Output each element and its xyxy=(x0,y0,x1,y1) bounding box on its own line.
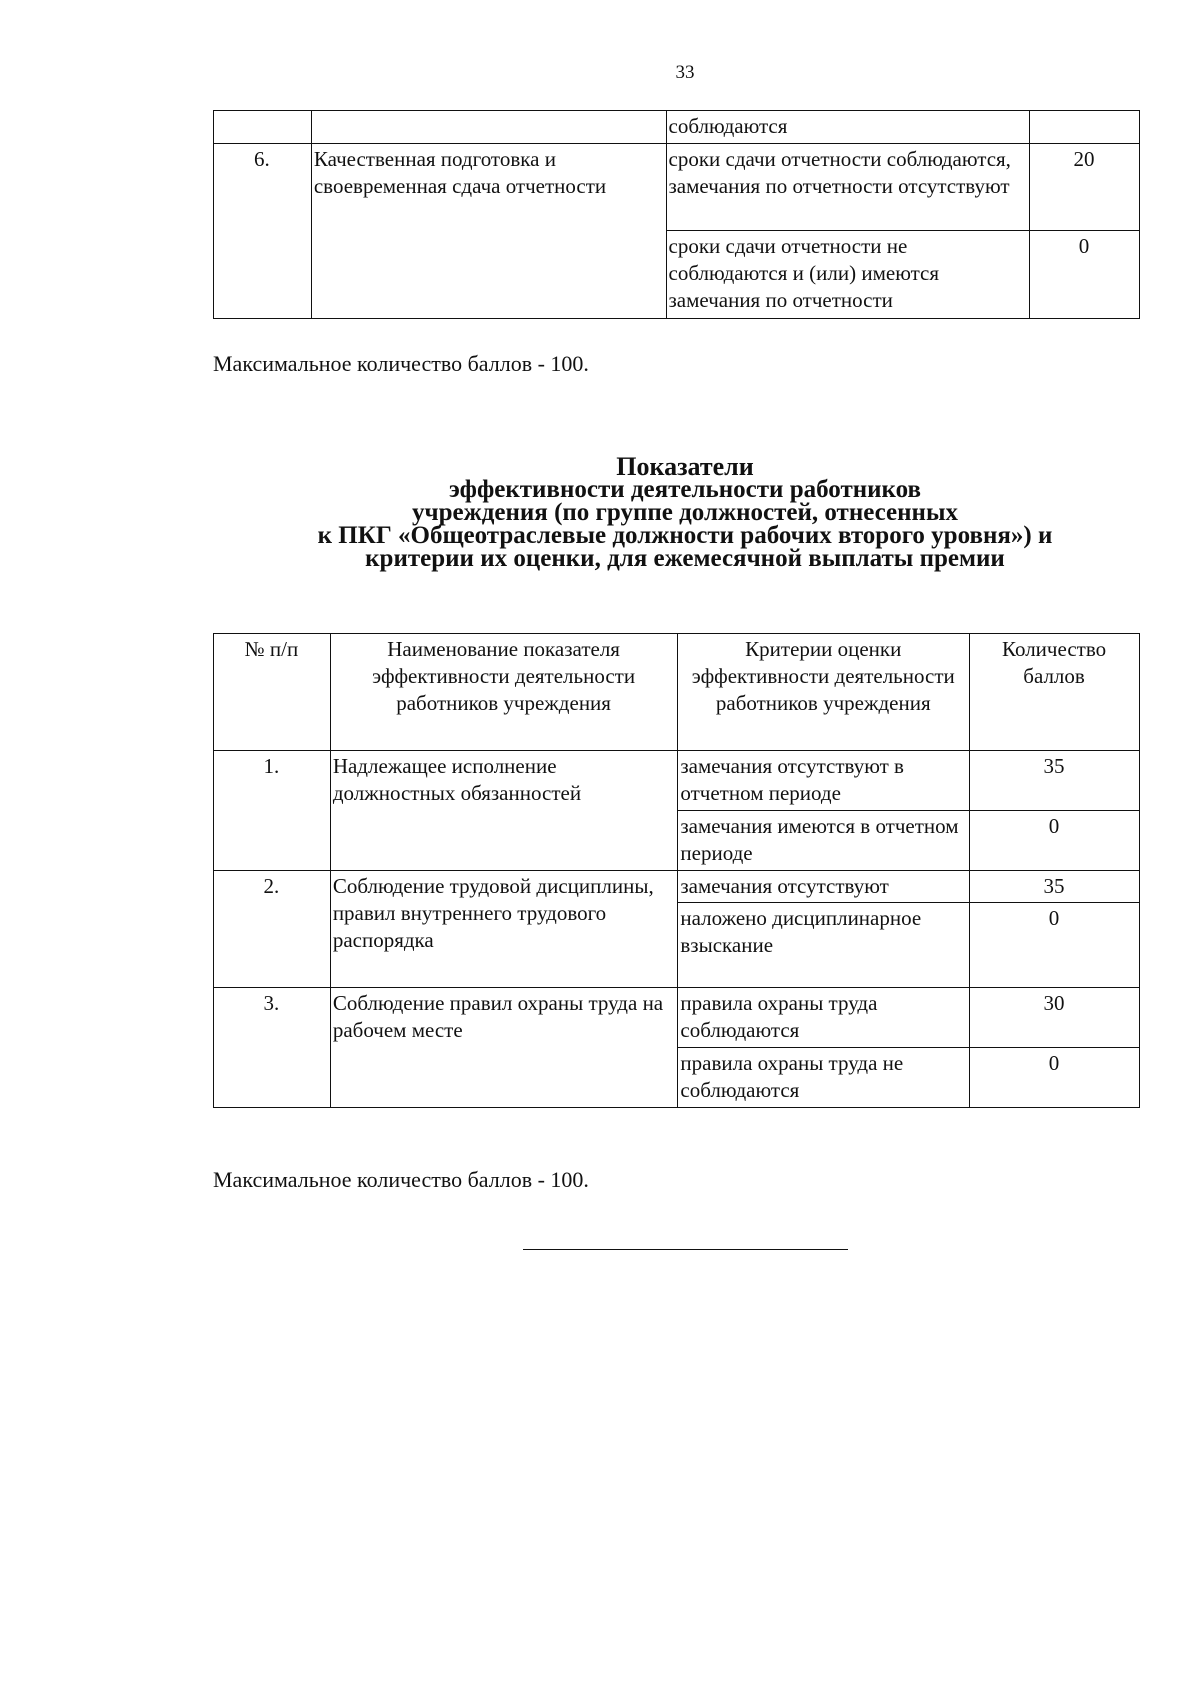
table-row xyxy=(214,988,1140,1048)
title-line: учреждения (по группе должностей, отнесенных xyxy=(412,499,958,526)
indicator-name: Соблюдение правил охраны труда на рабочем месте xyxy=(330,988,678,1108)
header-indicator: Наименование показателя эффективности деятельности работников учреждения xyxy=(330,634,678,751)
criterion-cell: наложено дисциплинарное взыскание xyxy=(678,903,970,988)
section-title xyxy=(200,452,1170,572)
indicator-name: Качественная подготовка и своевременная сдача отчетности xyxy=(311,144,666,319)
criterion-cell: сроки сдачи отчетности не соблюдаются и (или) имеются замечания по отчетности xyxy=(666,231,1030,319)
criterion-cell: замечания отсутствуют в отчетном периоде xyxy=(678,751,970,811)
score-cell: 0 xyxy=(1030,231,1140,319)
table-row xyxy=(214,871,1140,903)
header-criteria: Критерии оценки эффективности деятельности работников учреждения xyxy=(678,634,970,751)
row-number: 2. xyxy=(214,871,331,988)
score-cell: 30 xyxy=(970,988,1140,1048)
header-score: Количество баллов xyxy=(970,634,1140,751)
performance-criteria-table xyxy=(213,633,1140,1108)
criterion-cell: сроки сдачи отчетности соблюдаются, замечания по отчетности отсутствуют xyxy=(666,144,1030,231)
max-points-note: Максимальное количество баллов - 100. xyxy=(213,351,589,376)
score-cell: 0 xyxy=(970,811,1140,871)
criterion-cell: замечания отсутствуют xyxy=(678,871,970,903)
table-row xyxy=(214,751,1140,811)
criterion-cell: правила охраны труда соблюдаются xyxy=(678,988,970,1048)
title-line: к ПКГ «Общеотраслевые должности рабочих второго уровня») и xyxy=(317,522,1053,549)
score-cell: 0 xyxy=(970,903,1140,988)
indicator-name: Соблюдение трудовой дисциплины, правил внутреннего трудового распорядка xyxy=(330,871,678,988)
score-cell xyxy=(1030,111,1140,144)
table-row xyxy=(214,144,1140,231)
criterion-cell: соблюдаются xyxy=(666,111,1030,144)
row-number: 1. xyxy=(214,751,331,871)
score-cell: 20 xyxy=(1030,144,1140,231)
end-divider xyxy=(523,1249,848,1250)
score-cell: 0 xyxy=(970,1048,1140,1108)
table-row xyxy=(214,111,1140,144)
top-criteria-table xyxy=(213,110,1140,319)
indicator-name xyxy=(311,111,666,144)
criterion-cell: замечания имеются в отчетном периоде xyxy=(678,811,970,871)
row-number: 6. xyxy=(214,144,312,319)
indicator-name: Надлежащее исполнение должностных обязанностей xyxy=(330,751,678,871)
title-line: критерии их оценки, для ежемесячной выплаты премии xyxy=(365,545,1005,572)
header-number: № п/п xyxy=(214,634,331,751)
table-header-row xyxy=(214,634,1140,751)
score-cell: 35 xyxy=(970,871,1140,903)
page-number: 33 xyxy=(675,62,695,83)
max-points-note: Максимальное количество баллов - 100. xyxy=(213,1167,589,1192)
title-line: Показатели xyxy=(616,452,754,481)
criterion-cell: правила охраны труда не соблюдаются xyxy=(678,1048,970,1108)
row-number xyxy=(214,111,312,144)
title-line: эффективности деятельности работников xyxy=(449,476,921,503)
row-number: 3. xyxy=(214,988,331,1108)
score-cell: 35 xyxy=(970,751,1140,811)
